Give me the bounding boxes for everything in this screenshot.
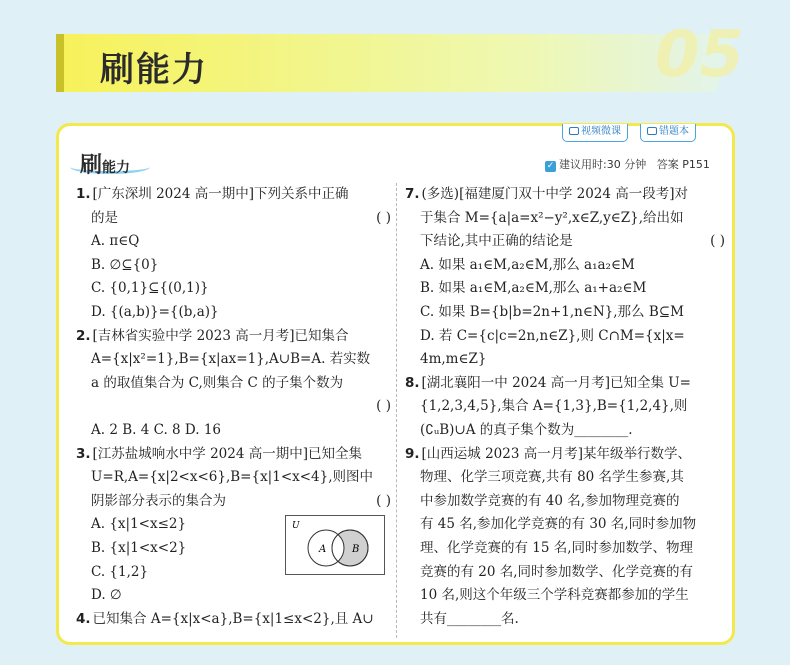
question-text: [广东深圳 2024 高一期中]下列关系中正确 <box>92 186 349 202</box>
question-line <box>76 395 391 419</box>
banner-accent-bar <box>56 34 64 92</box>
venn-label-a: A <box>319 544 327 555</box>
question-line <box>405 277 725 301</box>
question-line <box>405 443 725 467</box>
video-lesson-label: 视频微课 <box>581 126 621 137</box>
question-line <box>405 490 725 514</box>
question-line <box>76 608 391 632</box>
question-text: 竞赛的有 20 名,同时参加数学、化学竞赛的有 <box>420 563 694 580</box>
section-heading-rest: 能力 <box>102 160 131 176</box>
question-text: a 的取值集合为 C,则集合 C 的子集个数为 <box>91 374 344 391</box>
question-text: 物理、化学三项竞赛,共有 80 名学生参赛,其 <box>420 469 684 486</box>
question-number: 9. <box>405 445 420 462</box>
question-text: [吉林省实验中学 2023 高一月考]已知集合 <box>92 327 349 344</box>
question-line <box>76 254 391 278</box>
right-column <box>405 183 725 631</box>
question-line <box>405 254 725 278</box>
banner-number: 05 <box>655 18 745 92</box>
question-text: B. ∅⊆{0} <box>91 256 159 273</box>
question-number: 2. <box>76 327 91 344</box>
question-text: 中参加数学竞赛的有 40 名,参加物理竞赛的 <box>420 492 680 509</box>
question-line <box>76 301 391 325</box>
error-book-label: 错题本 <box>659 126 689 137</box>
check-icon: ✓ <box>546 161 555 171</box>
question-line <box>76 277 391 301</box>
question-text: 共有________名. <box>420 610 519 627</box>
question-text: A={x|x²=1},B={x|ax=1},A∪B=A. 若实数 <box>91 351 371 368</box>
video-lesson-tag[interactable] <box>562 124 628 142</box>
question-line <box>405 348 725 372</box>
question-text: B. {x|1<x<2} <box>91 539 187 556</box>
venn-label-b: B <box>352 544 360 555</box>
question-line <box>405 395 725 419</box>
suggested-time: 建议用时:30 分钟 <box>559 158 647 171</box>
question-line <box>405 466 725 490</box>
question-line <box>76 325 391 349</box>
question-line <box>405 419 725 443</box>
question-line <box>405 207 725 231</box>
venn-label-u: U <box>292 521 300 531</box>
question-line <box>405 608 725 632</box>
question-text: 的是 <box>91 209 118 226</box>
venn-svg <box>286 516 386 576</box>
question-text: 4m,m∈Z} <box>420 351 487 368</box>
section-heading-char: 刷 <box>80 153 103 178</box>
question-text: 于集合 M={a|a=x²−y²,x∈Z,y∈Z},给出如 <box>420 209 684 226</box>
answer-parentheses: ( ) <box>710 233 725 250</box>
question-text: (∁ᵤB)∪A 的真子集个数为________. <box>420 421 633 438</box>
question-line <box>405 561 725 585</box>
question-text: (多选)[福建厦门双十中学 2024 高一段考]对 <box>421 186 689 202</box>
question-text: A. 如果 a₁∈M,a₂∈M,那么 a₁a₂∈M <box>420 256 635 273</box>
answer-parentheses: ( ) <box>376 492 391 509</box>
meta-info <box>545 156 710 172</box>
question-text: [山西运城 2023 高一月考]某年级举行数学、 <box>421 445 692 462</box>
question-line <box>76 207 391 231</box>
question-text: D. ∅ <box>91 587 122 604</box>
question-line <box>405 183 725 207</box>
answer-parentheses: ( ) <box>376 398 391 415</box>
question-text: C. {1,2} <box>91 563 149 580</box>
question-text: {1,2,3,4,5},集合 A={1,3},B={1,2,4},则 <box>420 398 688 415</box>
venn-diagram <box>285 515 385 575</box>
question-line <box>76 183 391 207</box>
question-line <box>405 230 725 254</box>
error-book-tag[interactable] <box>640 124 696 142</box>
question-line <box>76 372 391 396</box>
question-text: 理、化学竞赛的有 15 名,同时参加数学、物理 <box>420 539 694 556</box>
question-line <box>76 443 391 467</box>
question-line <box>405 537 725 561</box>
question-number: 8. <box>405 374 420 391</box>
question-line <box>405 584 725 608</box>
question-text: 已知集合 A={x|x<a},B={x|1≤x<2},且 A∪ <box>92 610 374 627</box>
video-icon <box>569 127 579 135</box>
question-text: D. {(a,b)}={(b,a)} <box>91 303 219 320</box>
question-line <box>76 466 391 490</box>
question-text: C. 如果 B={b|b=2n+1,n∈N},那么 B⊆M <box>420 303 684 320</box>
answer-page: 答案 P151 <box>656 158 710 171</box>
question-line <box>405 372 725 396</box>
question-text: A. {x|1<x≤2} <box>91 516 187 533</box>
notebook-icon <box>647 127 657 135</box>
question-text: C. {0,1}⊆{(0,1)} <box>91 280 209 297</box>
question-line <box>76 230 391 254</box>
banner-title: 刷能力 <box>100 50 208 90</box>
column-divider <box>396 183 397 638</box>
question-text: U=R,A={x|2<x<6},B={x|1<x<4},则图中 <box>91 469 374 486</box>
question-line <box>76 490 391 514</box>
question-text: A. 2 B. 4 C. 8 D. 16 <box>91 421 222 438</box>
question-number: 1. <box>76 186 91 202</box>
question-text: B. 如果 a₁∈M,a₂∈M,那么 a₁+a₂∈M <box>420 280 647 297</box>
question-line <box>76 419 391 443</box>
question-text: 10 名,则这个年级三个学科竞赛都参加的学生 <box>420 587 689 604</box>
question-text: [江苏盐城响水中学 2024 高一期中]已知全集 <box>92 445 363 462</box>
answer-parentheses: ( ) <box>376 209 391 226</box>
question-text: [湖北襄阳一中 2024 高一月考]已知全集 U= <box>421 374 691 391</box>
question-text: A. π∈Q <box>91 233 140 250</box>
question-number: 4. <box>76 610 91 627</box>
question-number: 7. <box>405 186 420 202</box>
question-number: 3. <box>76 445 91 462</box>
question-line <box>405 325 725 349</box>
question-line <box>405 513 725 537</box>
question-text: 下结论,其中正确的结论是 <box>420 233 573 250</box>
question-text: 阴影部分表示的集合为 <box>91 492 226 509</box>
question-line <box>76 584 391 608</box>
section-heading <box>80 148 130 179</box>
question-line <box>405 301 725 325</box>
question-line <box>76 348 391 372</box>
question-text: 有 45 名,参加化学竞赛的有 30 名,同时参加物 <box>420 516 697 533</box>
question-text: D. 若 C={c|c=2n,n∈Z},则 C∩M={x|x= <box>420 327 685 344</box>
